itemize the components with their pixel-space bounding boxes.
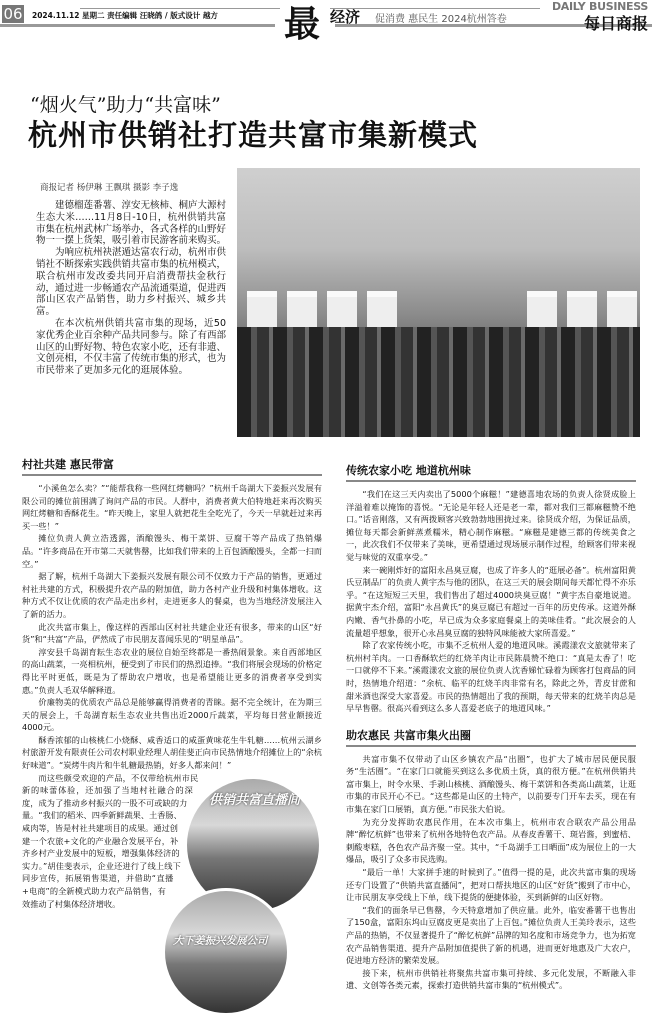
paragraph: 接下来，杭州市供销社将聚焦共富市集可持续、多元化发展，不断融入非遗、文创等各类元素，探索打造供销共富市集的“杭州模式”。 [346,967,636,991]
section-body [22,482,322,947]
paragraph: 来一碗刚炸好的富阳永昌臭豆腐，也成了许多人的“逛展必备”。杭州富阳黄氏豆制品厂的负责人黄宇杰与他的团队，在这三天的展会期间每天都忙得不亦乐乎。“在这短短三天里，我们售出了超过4000块臭豆腐！”黄宇杰自豪地说道。据黄宇杰介绍，富阳“永昌黄氏”的臭豆腐已有超过一百年的历史传承。这道外酥内嫩、香气扑鼻的小吃，早已成为众多家庭餐桌上的美味佳肴。“此次展会的人流量超乎想象，很开心永昌臭豆腐的独特风味能被大家所喜爱。” [346,564,636,638]
section-body [346,753,636,992]
paragraph: “小溪鱼怎么卖？”“能帮我称一些网红烤糖吗？”杭州千岛湖大下姜振兴发展有限公司的摊位前围满了询问产品的市民。人群中，消费者黄大伯特地赶来再次购买网红烤糖和香酥花生。“昨天晚上，家里人就把花生全吃光了，今天一早就赶过来再买一些！” [22,483,322,531]
main-photo-market [237,168,640,437]
page-number: 06 [3,5,23,23]
paragraph: 而这些颇受欢迎的产品，不仅带给杭州市民新的味蕾体验，还加强了当地村社融合的深度，成为了推动乡村振兴的一股不可或缺的力量。“我们的稻米、四季新鲜蔬果、土香肠、咸肉等，皆是村社共建项目的成果。通过创建一个农旅+文化的产业融合发展平台，补齐乡村产业发展中的短板，增强集体经济的实力。”胡佳斐表示，企业还进行了线上线下同步宣传，拓展销售渠道，并借助“直播+电商”的全新模式助力农产品销售，有效推动了村集体经济增收。 [22,772,199,909]
section-tagline: 促消费 惠民生 2024杭州答卷 [375,14,507,25]
header-rule-left [0,24,275,27]
photo-group [162,776,322,1021]
intro-paragraph: 在本次杭州供销共富市集的现场，近50家优秀企业百余种产品共同参与。除了有西部山区的山野好物、特色农家小吃，还有非遗、文创亮相，不仅丰富了传统市集的形式，也为市民带来了更加多元化的逛展体验。 [36,317,227,377]
paragraph: “我们的面条早已售罄，今天特意增加了供应量。此外，临安番薯干也售出了150盒，富阳东坞山豆腐皮更是卖出了上百包。”摊位负责人王美玲表示，这些产品的热销，不仅显著提升了“醉忆杭鲜”品牌的知名度和市场竞争力，也为拓宽农产品销售渠道、提升产品附加值提供了新的机遇，进而更好地惠及广大农户，促进地方经济的繁荣发展。 [346,904,636,966]
photo-sign-text: 供销共富直播间 [209,792,301,808]
paragraph: 摊位负责人黄立浩透露，酒酿馒头、梅干菜饼、豆腐干等产品成了热销爆品。“许多商品在开市第二天就售罄，比如我们带来的上百包酒酿馒头，全都一扫而空。” [22,533,322,569]
section-traditional-snacks [346,462,636,715]
paragraph: “最后一单！大家拼手速的时候到了。”值得一提的是，此次共富市集的现场还专门设置了“供销共富直播间”，把对口帮扶地区的山区“好货”搬到了市中心，让市民朋友享受线上下单，线下提货的便捷体验，买到新鲜的山区好物。 [346,867,636,903]
intro-paragraph: 建德榴莲番薯、淳安无核柿、桐庐大源村生态大米……11月8日-10日，杭州供销共富市集在杭州武林广场举办，各式各样的山野好物一一摆上货架，吸引着市民游客前来购买。 [36,200,227,247]
paragraph: 除了农家传统小吃，市集不乏杭州人爱的地道风味。溪霞漾农文旅就带来了杭州村羊肉。一口香酥软烂的红烧羊肉让市民陈晨赞不绝口：“真是太香了！吃一口就停不下来。”溪霞漾农文旅的展位负责人沈香娣忙碌着为顾客打包商品的同时，热情地介绍道：“余杭、临平的红烧羊肉非常有名，除此之外，青皮甘蔗和甜米酒也深受大家喜爱。市民的热情超出了我的预期，每天带来的红烧羊肉总是早早售罄。很高兴看到这么多人喜爱老底子的地道风味。” [346,640,636,714]
paragraph: 此次共富市集上，像这样的西部山区村社共建企业还有很多，带来的山区“好货”和“共富”产品，俨然成了市民朋友喜闻乐见的“明星单品”。 [22,621,322,645]
paragraph: 据了解，杭州千岛湖大下姜振兴发展有限公司不仅致力于产品的销售，更通过村社共建的方式，积极提升农产品的附加值，助力各村产业升级和村集体增收。这种方式不仅让优质的农产品走出乡村，走进更多人的餐桌，也为当地经济发展注入了新的活力。 [22,571,322,619]
section-heading: 传统农家小吃 地道杭州味 [346,462,636,482]
brand-logo: 每日商报 [583,14,648,33]
issue-meta: 2024.11.12 星期二 责任编辑 汪晓鸽 / 版式设计 越方 [32,11,218,20]
intro-paragraph: 为响应杭州袂湛遁达富农行动，杭州市供销社不断探索实践供销共富市集的杭州模式，联合杭州市发改委共同开启消费帮扶金秋行动，通过进一步畅通农产品流通渠道，促进西部山区农产品销售，助力乡村振兴、城乡共富。 [36,247,227,318]
brand-english: DAILY BUSINESS [551,0,648,13]
masthead-big-char: 最 [284,3,321,45]
paragraph: 价廉物美的优质农产品总是能够赢得消费者的青睐。据不完全统计，在为期三天的展会上，千岛湖育耘生态农业共售出近2000斤蔬菜，平均每日营业额接近4000元。 [22,697,322,733]
section-helping-farmers [346,727,636,992]
byline: 商报记者 杨伊琳 王飘琪 摄影 李子逸 [40,183,179,193]
header-thin-rule-right [330,8,540,9]
paragraph: “我们在这三天内卖出了5000个麻糍！”建德喜地农场的负责人徐贤成脸上洋溢着难以掩饰的喜悦。“无论是年轻人还是老一辈，都对我们三都麻糍赞不绝口。”话音刚落，又有两拨顾客兴致勃勃地围拢过来。徐贤成介绍，为保证品质，摊位每天都会新鲜蒸煮糯米，精心制作麻糍。“麻糍是建德三都的传统美食之一，此次我们不仅带来了美味，更希望通过现场展示制作过程，给顾客们带来视觉与味觉的双重享受。” [346,489,636,562]
section-heading: 村社共建 惠民带富 [22,456,322,476]
section-village-cooperation [22,456,322,1021]
right-column [346,462,636,992]
section-name: 经济 [330,8,361,26]
paragraph: 酥香浓郁的山核桃仁小烧酥、咸香适口的咸蛋黄味花生牛轧糖……杭州云湖乡村旅游开发有限责任公司农村职业经理人胡佳斐正向市民热情地介绍摊位上的“余杭好味道”。“炭烤牛肉片和牛轧糖最热销，好多人都来问！” [22,734,322,771]
header-thin-rule [80,8,280,9]
article-subtitle: “烟火气”助力“共富味” [30,94,221,116]
paragraph: 淳安县千岛湖育耘生态农业的展位自始至终都是一番热闹景象。来自西部地区的高山蔬菜，一亮相杭州，便受到了市民们的热烈追捧。“我们将展会现场的价格定得比平时更低，既是为了帮助农户增收，也是希望能让更多的消费者享受到实惠。”负责人毛双华解释道。 [22,646,322,695]
section-heading: 助农惠民 共富市集火出圈 [346,727,636,747]
photo-sign-text: 大下姜振兴发展公司 [173,934,268,947]
section-body [346,488,636,715]
article-title: 杭州市供销社打造共富市集新模式 [28,118,479,152]
photo-xiajiang-booth [162,888,290,1016]
article-intro [36,200,226,377]
paragraph: 为充分发挥助农惠民作用，在本次市集上，杭州市农合联农产品公用品牌“醉忆杭鲜”也带来了杭州各地特色农产品。从春皮香薯干、斑岩酱，到蜜桔、刺酸枣糕，各色农产品齐聚一堂。其中，“千岛湖手工日晒面”成为展位上的一大爆品，吸引了众多市民选购。 [346,816,636,865]
paragraph: 共富市集不仅带动了山区乡镇农产品“出圈”，也扩大了城市居民便民服务“生活圈”。“在家门口就能买到这么多优质土货，真的很方便。”在杭州供销共富市集上，时令水果、手剥山核桃、酒酿馒头、梅干菜饼和各类高山蔬菜，让逛市集的市民开心不已。“这些都是山区的土特产，以前要专门开车去买，现在有市集在家门口展销，真方便。”市民张大伯说。 [346,753,636,815]
